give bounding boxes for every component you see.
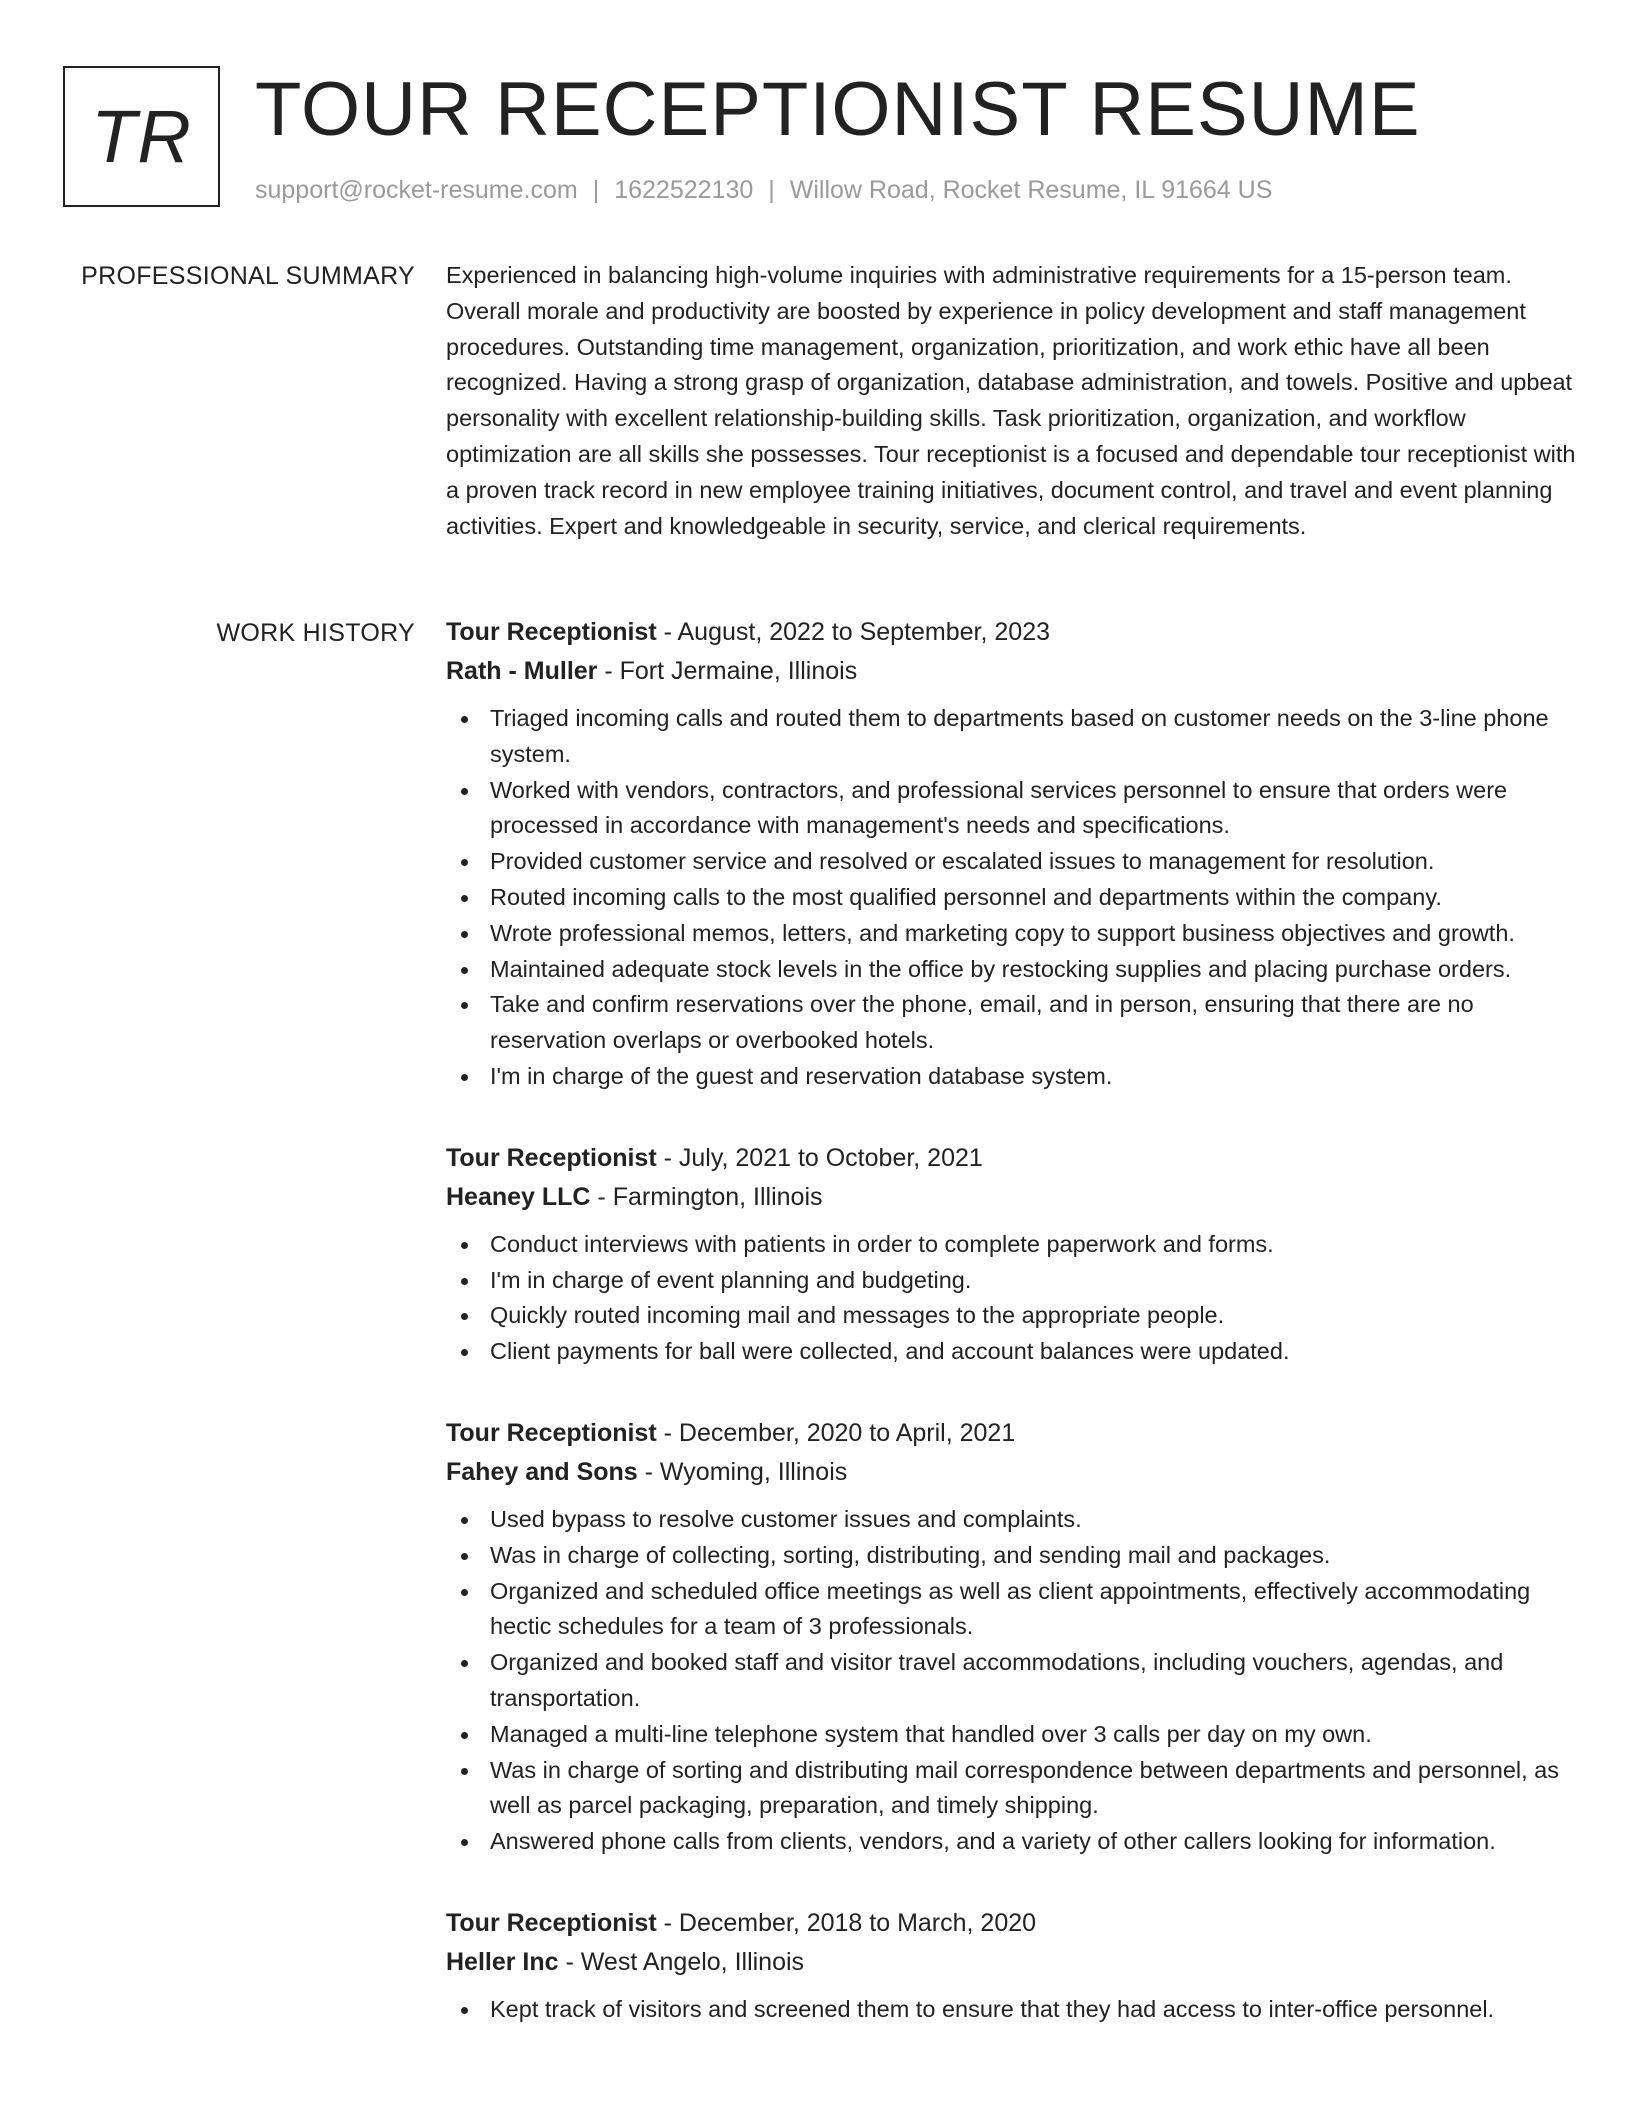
contact-address: Willow Road, Rocket Resume, IL 91664 US xyxy=(789,176,1273,204)
bullet-icon xyxy=(461,788,468,795)
job-bullet xyxy=(446,1717,1576,1753)
summary-body xyxy=(446,258,1576,544)
job-bullet xyxy=(446,844,1576,880)
job-title-line xyxy=(446,1904,1576,1943)
contact-phone[interactable]: 1622522130 xyxy=(614,176,754,204)
job-company: Fahey and Sons xyxy=(446,1457,638,1486)
job-bullet-list xyxy=(446,701,1576,1095)
job-title: Tour Receptionist xyxy=(446,1908,657,1937)
section-label-summary: PROFESSIONAL SUMMARY xyxy=(81,262,415,290)
contact-separator: | xyxy=(592,176,600,204)
job-title: Tour Receptionist xyxy=(446,618,657,646)
bullet-icon xyxy=(461,1278,468,1285)
job-dates: - August, 2022 to September, 2023 xyxy=(656,618,1051,646)
job-company-line xyxy=(446,1453,1576,1492)
contact-separator: | xyxy=(768,176,775,204)
job-bullet xyxy=(446,1502,1576,1538)
job-bullet-text: Routed incoming calls to the most qualified personnel and departments within the company. xyxy=(490,883,1442,910)
job-bullet xyxy=(446,1227,1576,1263)
bullet-icon xyxy=(461,1349,468,1356)
job-location: - Fort Jermaine, Illinois xyxy=(597,657,858,685)
job-company-line xyxy=(446,1943,1576,1982)
bullet-icon xyxy=(461,1839,468,1846)
job-list xyxy=(446,613,1576,2072)
bullet-icon xyxy=(461,895,468,902)
job-company-line xyxy=(446,652,1576,691)
job-title-line xyxy=(446,613,1576,652)
job-company: Heller Inc xyxy=(446,1947,559,1976)
job-dates: - July, 2021 to October, 2021 xyxy=(656,1143,983,1172)
job-bullet-text: Managed a multi-line telephone system that handled over 3 calls per day on my own. xyxy=(490,1720,1372,1747)
job-company: Rath - Muller xyxy=(446,657,598,685)
job-title: Tour Receptionist xyxy=(446,1418,657,1447)
job-bullet xyxy=(446,701,1576,773)
contact-email[interactable]: support@rocket-resume.com xyxy=(255,176,578,204)
job-bullet xyxy=(446,773,1576,845)
job-bullet xyxy=(446,1753,1576,1825)
bullet-icon xyxy=(461,1242,468,1249)
bullet-icon xyxy=(461,1732,468,1739)
job-dates: - December, 2018 to March, 2020 xyxy=(656,1908,1037,1937)
page-title: TOUR RECEPTIONIST RESUME xyxy=(255,67,1421,152)
job-location: - Wyoming, Illinois xyxy=(637,1457,848,1486)
job-bullet-text: Take and confirm reservations over the phone, email, and in person, ensuring that there are no reservation overlaps or overbooked hotels. xyxy=(490,991,1474,1054)
bullet-icon xyxy=(461,1517,468,1524)
job-bullet-text: Kept track of visitors and screened them to ensure that they had access to inter-office personnel. xyxy=(490,1995,1495,2022)
job-bullet xyxy=(446,1334,1576,1370)
job-bullet-text: Provided customer service and resolved or escalated issues to management for resolution. xyxy=(490,848,1435,875)
job-entry xyxy=(446,1139,1576,1370)
bullet-icon xyxy=(461,2007,468,2014)
bullet-icon xyxy=(461,1553,468,1560)
job-bullet xyxy=(446,880,1576,916)
job-bullet-text: Wrote professional memos, letters, and marketing copy to support business objectives and growth. xyxy=(490,919,1515,946)
job-entry xyxy=(446,1904,1576,2028)
job-company-line xyxy=(446,1178,1576,1217)
bullet-icon xyxy=(461,1768,468,1775)
summary-text: Experienced in balancing high-volume inquiries with administrative requirements for a 15-person team. Overall morale and productivity are boosted by experience in policy development and staff management procedures. Outstanding time management, organization, prioritization, and work ethic have all been recognized. Having a strong grasp of organization, database administration, and towels. Positive and upbeat personality with excellent relationship-building skills. Task prioritization, organization, and workflow optimization are all skills she possesses. Tour receptionist is a focused and dependable tour receptionist with a proven track record in new employee training initiatives, document control, and travel and event planning activities. Expert and knowledgeable in security, service, and clerical requirements. xyxy=(446,262,1576,539)
job-dates: - December, 2020 to April, 2021 xyxy=(656,1418,1016,1447)
job-bullet-list xyxy=(446,1992,1576,2028)
job-bullet xyxy=(446,987,1576,1059)
job-bullet-text: Organized and scheduled office meetings as well as client appointments, effectively accommodating hectic schedules for a team of 3 professionals. xyxy=(490,1577,1531,1640)
bullet-icon xyxy=(461,931,468,938)
job-bullet-text: Used bypass to resolve customer issues and complaints. xyxy=(490,1505,1082,1532)
job-bullet-text: Worked with vendors, contractors, and professional services personnel to ensure that orders were processed in accordance with management's needs and specifications. xyxy=(490,776,1508,839)
contact-line xyxy=(255,172,1272,208)
job-bullet xyxy=(446,1059,1576,1095)
job-title: Tour Receptionist xyxy=(446,1143,657,1172)
job-bullet-text: I'm in charge of the guest and reservation database system. xyxy=(490,1062,1113,1089)
bullet-icon xyxy=(461,1660,468,1667)
bullet-icon xyxy=(461,1589,468,1596)
job-bullet-text: Conduct interviews with patients in order to complete paperwork and forms. xyxy=(490,1230,1274,1257)
job-bullet-text: Triaged incoming calls and routed them to departments based on customer needs on the 3-line phone system. xyxy=(490,705,1549,767)
job-bullet xyxy=(446,1645,1576,1717)
job-bullet-text: Answered phone calls from clients, vendors, and a variety of other callers looking for information. xyxy=(490,1828,1496,1855)
job-bullet-list xyxy=(446,1502,1576,1860)
bullet-icon xyxy=(461,716,468,723)
job-title-line xyxy=(446,1139,1576,1178)
monogram: TR xyxy=(63,66,220,207)
bullet-icon xyxy=(461,1002,468,1009)
section-label-work-history: WORK HISTORY xyxy=(216,619,415,647)
job-location: - Farmington, Illinois xyxy=(590,1182,823,1211)
job-bullet-text: Client payments for ball were collected, and account balances were updated. xyxy=(490,1338,1290,1365)
job-entry xyxy=(446,1414,1576,1860)
bullet-icon xyxy=(461,1313,468,1320)
job-bullet-text: Quickly routed incoming mail and messages to the appropriate people. xyxy=(490,1302,1225,1329)
job-bullet xyxy=(446,916,1576,952)
bullet-icon xyxy=(461,1074,468,1081)
job-location: - West Angelo, Illinois xyxy=(558,1947,805,1976)
bullet-icon xyxy=(461,859,468,866)
job-company: Heaney LLC xyxy=(446,1182,591,1211)
job-bullet-text: Was in charge of collecting, sorting, distributing, and sending mail and packages. xyxy=(490,1541,1331,1568)
job-bullet xyxy=(446,1824,1576,1860)
job-bullet-list xyxy=(446,1227,1576,1370)
job-bullet-text: Was in charge of sorting and distributing mail correspondence between departments and personnel, as well as parcel packaging, preparation, and timely shipping. xyxy=(490,1756,1559,1819)
job-title-line xyxy=(446,1414,1576,1453)
job-entry xyxy=(446,613,1576,1095)
resume-header xyxy=(63,64,1572,214)
bullet-icon xyxy=(461,967,468,974)
job-bullet xyxy=(446,1574,1576,1646)
job-bullet xyxy=(446,1263,1576,1299)
job-bullet-text: Maintained adequate stock levels in the office by restocking supplies and placing purchase orders. xyxy=(490,955,1512,982)
job-bullet xyxy=(446,1992,1576,2028)
job-bullet-text: Organized and booked staff and visitor travel accommodations, including vouchers, agendas, and transportation. xyxy=(490,1649,1504,1711)
job-bullet xyxy=(446,1538,1576,1574)
job-bullet xyxy=(446,952,1576,988)
job-bullet-text: I'm in charge of event planning and budgeting. xyxy=(490,1266,972,1293)
job-bullet xyxy=(446,1298,1576,1334)
